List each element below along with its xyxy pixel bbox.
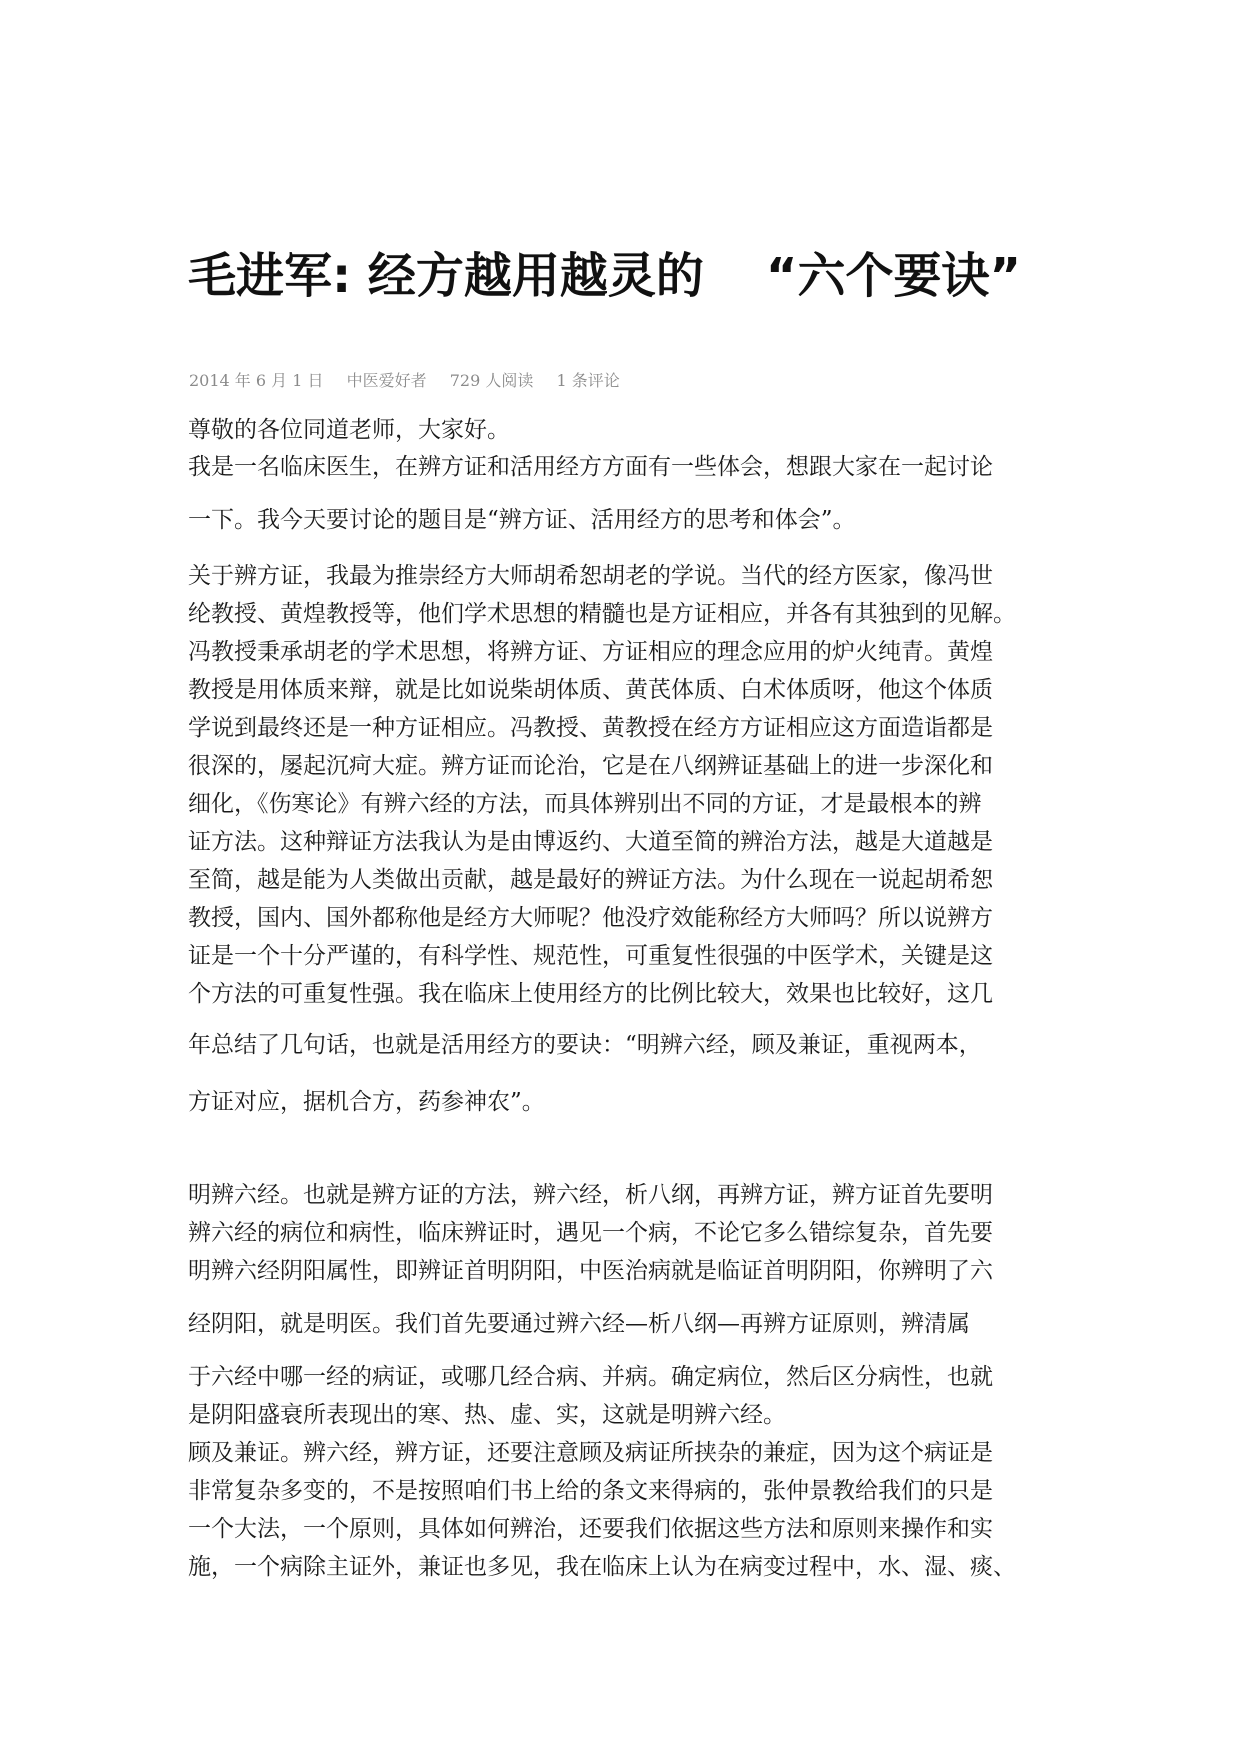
text-line: 辨六经的病位和病性，临床辨证时，遇见一个病，不论它多么错综复杂，首先要 xyxy=(188,1220,993,1246)
article-title-main: 毛进军: 经方越用越灵的 xyxy=(188,248,704,304)
text-line: 一下。我今天要讨论的题目是“辨方证、活用经方的思考和体会”。 xyxy=(188,507,856,533)
text-line: 很深的，屡起沉疴大症。辨方证而论治，它是在八纲辨证基础上的进一步深化和 xyxy=(188,753,993,779)
text-line: 教授，国内、国外都称他是经方大师呢？他没疗效能称经方大师吗？所以说辨方 xyxy=(188,905,993,931)
text-line: 至简，越是能为人类做出贡献，越是最好的辨证方法。为什么现在一说起胡希恕 xyxy=(188,867,993,893)
text-line: 证是一个十分严谨的，有科学性、规范性，可重复性很强的中医学术，关键是这 xyxy=(188,943,993,969)
text-line: 教授是用体质来辩，就是比如说柴胡体质、黄芪体质、白术体质呀，他这个体质 xyxy=(188,677,993,703)
text-line: 学说到最终还是一种方证相应。冯教授、黄教授在经方方证相应这方面造诣都是 xyxy=(188,715,993,741)
text-line: 尊敬的各位同道老师，大家好。 xyxy=(188,417,510,443)
text-line: 是阴阳盛衰所表现出的寒、热、虚、实，这就是明辨六经。 xyxy=(188,1402,786,1428)
text-line: 冯教授秉承胡老的学术思想，将辨方证、方证相应的理念应用的炉火纯青。黄煌 xyxy=(188,639,993,665)
article-comment-count: 1 条评论 xyxy=(556,371,620,390)
text-line: 明辨六经。也就是辨方证的方法，辨六经，析八纲，再辨方证，辨方证首先要明 xyxy=(188,1182,993,1208)
text-line: 个方法的可重复性强。我在临床上使用经方的比例比较大，效果也比较好，这几 xyxy=(188,981,993,1007)
text-line: 证方法。这种辩证方法我认为是由博返约、大道至简的辨治方法，越是大道越是 xyxy=(188,829,993,855)
text-line: 明辨六经阴阳属性，即辨证首明阴阳，中医治病就是临证首明阴阳，你辨明了六 xyxy=(188,1258,993,1284)
article-meta xyxy=(189,369,638,393)
text-line: 细化，《伤寒论》有辨六经的方法，而具体辨别出不同的方证，才是最根本的辨 xyxy=(188,791,982,817)
article-author: 中医爱好者 xyxy=(346,371,427,390)
text-line: 方证对应，据机合方，药参神农”。 xyxy=(188,1089,545,1115)
text-line: 年总结了几句话，也就是活用经方的要诀：“明辨六经，顾及兼证，重视两本， xyxy=(188,1032,982,1058)
text-line: 于六经中哪一经的病证，或哪几经合病、并病。确定病位，然后区分病性，也就 xyxy=(188,1364,993,1390)
article-title-quote: “六个要诀” xyxy=(765,248,1022,304)
text-line: 关于辨方证，我最为推崇经方大师胡希恕胡老的学说。当代的经方医家，像冯世 xyxy=(188,563,993,589)
text-line: 纶教授、黄煌教授等，他们学术思想的精髓也是方证相应，并各有其独到的见解。 xyxy=(188,601,1016,627)
article-read-count: 729 人阅读 xyxy=(449,371,534,390)
text-line: 顾及兼证。辨六经，辨方证，还要注意顾及病证所挟杂的兼症，因为这个病证是 xyxy=(188,1440,993,1466)
text-line: 经阴阳，就是明医。我们首先要通过辨六经—析八纲—再辨方证原则，辨清属 xyxy=(188,1311,970,1337)
text-line: 我是一名临床医生，在辨方证和活用经方方面有一些体会，想跟大家在一起讨论 xyxy=(188,454,993,480)
text-line: 施，一个病除主证外，兼证也多见，我在临床上认为在病变过程中，水、湿、痰、 xyxy=(188,1554,1016,1580)
text-line: 非常复杂多变的，不是按照咱们书上给的条文来得病的，张仲景教给我们的只是 xyxy=(188,1478,993,1504)
text-line: 一个大法，一个原则，具体如何辨治，还要我们依据这些方法和原则来操作和实 xyxy=(188,1516,993,1542)
article-title xyxy=(188,246,1088,306)
article-date: 2014 年 6 月 1 日 xyxy=(189,371,324,390)
